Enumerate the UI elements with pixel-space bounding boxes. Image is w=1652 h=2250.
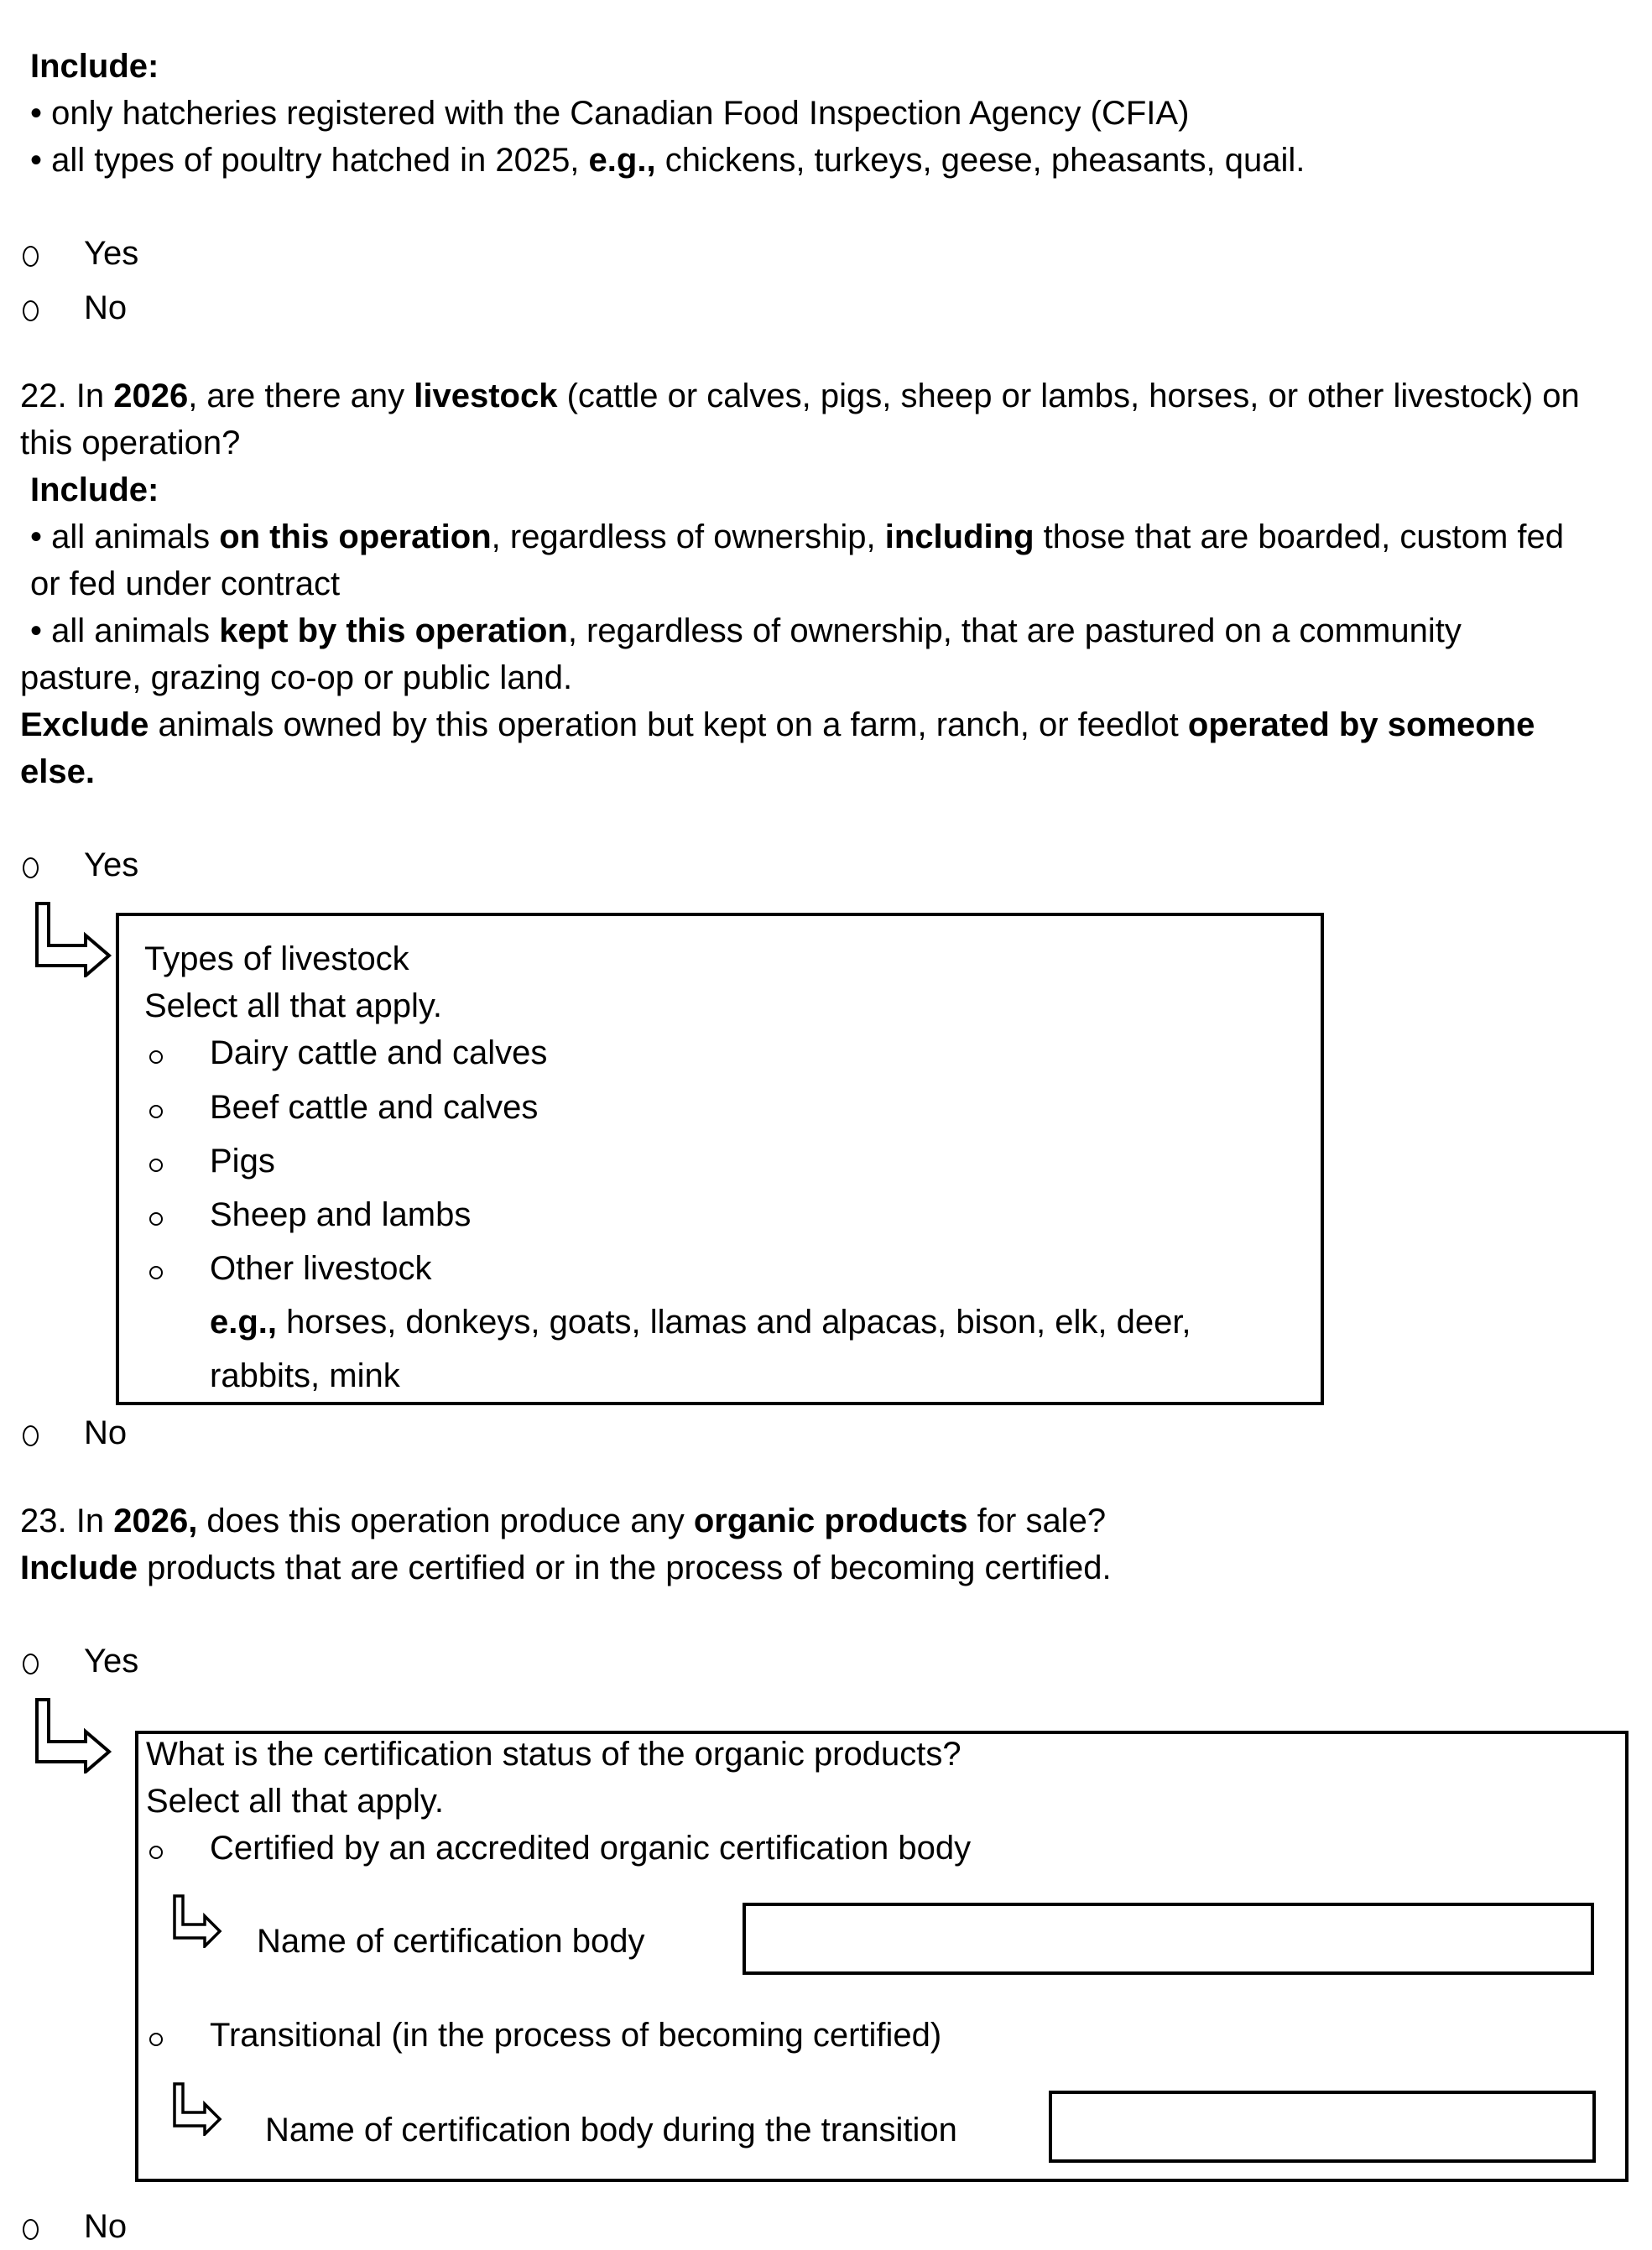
livestock-option-label: Beef cattle and calves xyxy=(210,1089,539,1126)
other-livestock-examples: e.g., horses, donkeys, goats, llamas and alpacas, bison, elk, deer, xyxy=(210,1304,1191,1341)
question-22-text-cont: this operation? xyxy=(20,424,241,461)
q22-option-no-label: No xyxy=(84,1414,128,1451)
certified-option[interactable] xyxy=(149,1825,163,1872)
radio-button[interactable] xyxy=(149,2033,163,2046)
question-23-include: Include products that are certified or in the process of becoming certified. xyxy=(20,1549,1112,1586)
livestock-option-label: Pigs xyxy=(210,1143,275,1180)
radio-button[interactable] xyxy=(23,1654,39,1674)
include-heading: Include: xyxy=(30,471,159,508)
transitional-option[interactable] xyxy=(149,2012,163,2059)
radio-button[interactable] xyxy=(149,1266,163,1279)
livestock-option-other[interactable] xyxy=(149,1245,163,1292)
radio-button[interactable] xyxy=(149,1159,163,1172)
exclude-note-cont: else. xyxy=(20,753,95,790)
include-bullet-cont: pasture, grazing co-op or public land. xyxy=(20,659,573,696)
q23-option-no-label: No xyxy=(84,2208,128,2245)
include-heading: Include: xyxy=(30,48,159,85)
radio-button[interactable] xyxy=(23,1425,39,1446)
other-livestock-examples-cont: rabbits, mink xyxy=(210,1357,400,1394)
certification-status-title: What is the certification status of the organic products? xyxy=(146,1736,961,1773)
option-yes-label: Yes xyxy=(84,235,139,272)
transition-certification-body-input[interactable] xyxy=(1049,2091,1596,2163)
radio-button[interactable] xyxy=(149,1212,163,1226)
follow-up-arrow-icon xyxy=(171,2082,223,2136)
include-bullet: • all animals on this operation, regardless of ownership, including those that are boarded, custom fed xyxy=(30,518,1565,555)
livestock-option-label: Other livestock xyxy=(210,1250,432,1287)
question-22-text: 22. In 2026, are there any livestock (cattle or calves, pigs, sheep or lambs, horses, or other livestock) on xyxy=(20,378,1580,414)
option-yes[interactable] xyxy=(23,230,39,277)
livestock-option-pigs[interactable] xyxy=(149,1138,163,1185)
transitional-option-label: Transitional (in the process of becoming certified) xyxy=(210,2017,942,2054)
livestock-option-sheep[interactable] xyxy=(149,1191,163,1238)
q22-option-yes[interactable] xyxy=(23,841,39,888)
radio-button[interactable] xyxy=(23,300,39,321)
follow-up-arrow-icon xyxy=(34,1698,112,1773)
exclude-note: Exclude animals owned by this operation but kept on a farm, ranch, or feedlot operated by someone xyxy=(20,706,1535,743)
option-no-label: No xyxy=(84,289,128,326)
radio-button[interactable] xyxy=(149,1105,163,1118)
follow-up-arrow-icon xyxy=(34,902,112,977)
livestock-option-label: Sheep and lambs xyxy=(210,1196,472,1233)
question-23-text: 23. In 2026, does this operation produce any organic products for sale? xyxy=(20,1503,1107,1539)
transition-certification-body-label: Name of certification body during the transition xyxy=(265,2112,957,2148)
option-no[interactable] xyxy=(23,284,39,331)
livestock-option-label: Dairy cattle and calves xyxy=(210,1034,548,1071)
include-bullet: • only hatcheries registered with the Canadian Food Inspection Agency (CFIA) xyxy=(30,95,1190,132)
livestock-types-title: Types of livestock xyxy=(144,940,409,977)
radio-button[interactable] xyxy=(149,1050,163,1064)
livestock-types-instruction: Select all that apply. xyxy=(144,987,443,1024)
certification-status-instruction: Select all that apply. xyxy=(146,1783,445,1820)
q22-option-yes-label: Yes xyxy=(84,846,139,883)
radio-button[interactable] xyxy=(23,246,39,267)
radio-button[interactable] xyxy=(23,857,39,878)
livestock-option-dairy[interactable] xyxy=(149,1029,163,1076)
q22-option-no[interactable] xyxy=(23,1409,39,1456)
radio-button[interactable] xyxy=(149,1846,163,1859)
q23-option-yes-label: Yes xyxy=(84,1643,139,1680)
certification-body-input[interactable] xyxy=(743,1903,1594,1975)
follow-up-arrow-icon xyxy=(171,1894,223,1948)
radio-button[interactable] xyxy=(23,2219,39,2240)
include-bullet: • all animals kept by this operation, regardless of ownership, that are pastured on a community xyxy=(30,612,1462,649)
certification-body-label: Name of certification body xyxy=(257,1923,645,1960)
include-bullet: • all types of poultry hatched in 2025, e.g., chickens, turkeys, geese, pheasants, quail. xyxy=(30,142,1305,179)
q23-option-yes[interactable] xyxy=(23,1638,39,1685)
certified-option-label: Certified by an accredited organic certification body xyxy=(210,1830,972,1867)
q23-option-no[interactable] xyxy=(23,2203,39,2250)
livestock-option-beef[interactable] xyxy=(149,1084,163,1131)
include-bullet-cont: or fed under contract xyxy=(30,565,341,602)
